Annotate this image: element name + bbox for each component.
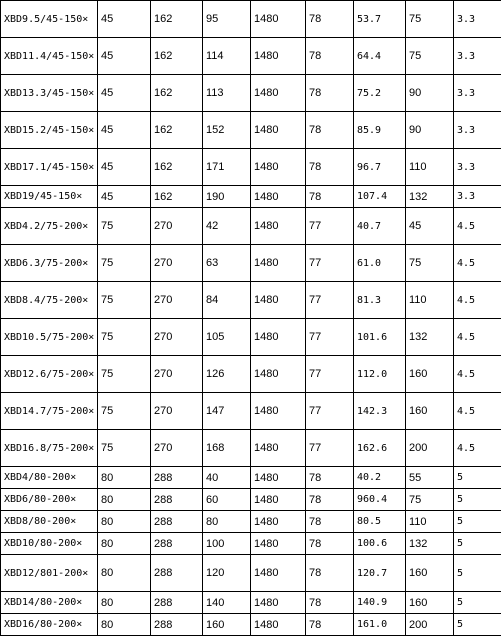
- table-row: [1, 592, 501, 614]
- col3-cell: 40: [203, 467, 251, 489]
- col1-cell: 80: [98, 467, 151, 489]
- col5-cell: 78: [306, 592, 354, 614]
- model-cell: XBD8/80-200×: [1, 511, 98, 533]
- col2-cell: 288: [151, 614, 203, 636]
- col1-cell: 45: [98, 186, 151, 208]
- col7-cell: 132: [406, 319, 454, 356]
- col4-cell: 1480: [251, 186, 306, 208]
- col4-cell: 1480: [251, 614, 306, 636]
- model-cell: XBD13.3/45-150×: [1, 75, 98, 112]
- table-row: [1, 614, 501, 636]
- col5-cell: 77: [306, 245, 354, 282]
- col3-cell: 84: [203, 282, 251, 319]
- col4-cell: 1480: [251, 467, 306, 489]
- col4-cell: 1480: [251, 38, 306, 75]
- col2-cell: 270: [151, 319, 203, 356]
- model-cell: XBD4.2/75-200×: [1, 208, 98, 245]
- col8-cell: 4.5: [454, 208, 501, 245]
- col8-cell: 5: [454, 489, 501, 511]
- col2-cell: 162: [151, 1, 203, 38]
- col1-cell: 75: [98, 282, 151, 319]
- col1-cell: 80: [98, 489, 151, 511]
- col7-cell: 75: [406, 489, 454, 511]
- col2-cell: 270: [151, 245, 203, 282]
- col4-cell: 1480: [251, 430, 306, 467]
- col2-cell: 162: [151, 75, 203, 112]
- col1-cell: 80: [98, 592, 151, 614]
- col8-cell: 4.5: [454, 282, 501, 319]
- col1-cell: 45: [98, 112, 151, 149]
- col4-cell: 1480: [251, 356, 306, 393]
- col3-cell: 42: [203, 208, 251, 245]
- col5-cell: 77: [306, 282, 354, 319]
- col2-cell: 162: [151, 186, 203, 208]
- col4-cell: 1480: [251, 511, 306, 533]
- col7-cell: 110: [406, 149, 454, 186]
- table-row: [1, 38, 501, 75]
- col4-cell: 1480: [251, 592, 306, 614]
- col8-cell: 3.3: [454, 149, 501, 186]
- table-row: [1, 555, 501, 592]
- col5-cell: 78: [306, 112, 354, 149]
- col3-cell: 114: [203, 38, 251, 75]
- col1-cell: 75: [98, 356, 151, 393]
- col5-cell: 77: [306, 208, 354, 245]
- col3-cell: 100: [203, 533, 251, 555]
- table-row: [1, 282, 501, 319]
- table-row: [1, 75, 501, 112]
- table-row: [1, 149, 501, 186]
- col6-cell: 162.6: [354, 430, 406, 467]
- col7-cell: 110: [406, 282, 454, 319]
- col5-cell: 78: [306, 38, 354, 75]
- col4-cell: 1480: [251, 319, 306, 356]
- col2-cell: 288: [151, 467, 203, 489]
- col2-cell: 162: [151, 149, 203, 186]
- col8-cell: 3.3: [454, 112, 501, 149]
- model-cell: XBD4/80-200×: [1, 467, 98, 489]
- col2-cell: 288: [151, 489, 203, 511]
- col4-cell: 1480: [251, 533, 306, 555]
- col6-cell: 142.3: [354, 393, 406, 430]
- col8-cell: 4.5: [454, 356, 501, 393]
- col6-cell: 960.4: [354, 489, 406, 511]
- table-row: [1, 511, 501, 533]
- col2-cell: 270: [151, 393, 203, 430]
- col5-cell: 78: [306, 555, 354, 592]
- col6-cell: 161.0: [354, 614, 406, 636]
- col8-cell: 5: [454, 592, 501, 614]
- col6-cell: 107.4: [354, 186, 406, 208]
- col3-cell: 120: [203, 555, 251, 592]
- table-row: [1, 245, 501, 282]
- col1-cell: 45: [98, 75, 151, 112]
- col5-cell: 77: [306, 430, 354, 467]
- col3-cell: 147: [203, 393, 251, 430]
- col8-cell: 3.3: [454, 186, 501, 208]
- col1-cell: 80: [98, 555, 151, 592]
- table-row: [1, 1, 501, 38]
- col2-cell: 288: [151, 511, 203, 533]
- col3-cell: 168: [203, 430, 251, 467]
- col3-cell: 140: [203, 592, 251, 614]
- col8-cell: 5: [454, 511, 501, 533]
- table-row: [1, 208, 501, 245]
- table-row: [1, 393, 501, 430]
- table-row: [1, 319, 501, 356]
- col5-cell: 78: [306, 533, 354, 555]
- col7-cell: 160: [406, 356, 454, 393]
- col5-cell: 77: [306, 393, 354, 430]
- col2-cell: 162: [151, 112, 203, 149]
- col4-cell: 1480: [251, 208, 306, 245]
- model-cell: XBD11.4/45-150×: [1, 38, 98, 75]
- col6-cell: 85.9: [354, 112, 406, 149]
- col6-cell: 40.2: [354, 467, 406, 489]
- model-cell: XBD8.4/75-200×: [1, 282, 98, 319]
- table-row: [1, 430, 501, 467]
- col5-cell: 78: [306, 467, 354, 489]
- col4-cell: 1480: [251, 112, 306, 149]
- col4-cell: 1480: [251, 393, 306, 430]
- col6-cell: 100.6: [354, 533, 406, 555]
- col6-cell: 64.4: [354, 38, 406, 75]
- col7-cell: 132: [406, 186, 454, 208]
- col1-cell: 45: [98, 149, 151, 186]
- col6-cell: 61.0: [354, 245, 406, 282]
- col2-cell: 270: [151, 356, 203, 393]
- col8-cell: 4.5: [454, 319, 501, 356]
- col8-cell: 3.3: [454, 38, 501, 75]
- col5-cell: 78: [306, 614, 354, 636]
- col4-cell: 1480: [251, 149, 306, 186]
- col1-cell: 45: [98, 38, 151, 75]
- col6-cell: 53.7: [354, 1, 406, 38]
- col4-cell: 1480: [251, 1, 306, 38]
- col3-cell: 160: [203, 614, 251, 636]
- model-cell: XBD6/80-200×: [1, 489, 98, 511]
- col5-cell: 78: [306, 186, 354, 208]
- table-row: [1, 533, 501, 555]
- col6-cell: 75.2: [354, 75, 406, 112]
- col3-cell: 80: [203, 511, 251, 533]
- col7-cell: 75: [406, 38, 454, 75]
- table-row: [1, 489, 501, 511]
- col3-cell: 171: [203, 149, 251, 186]
- col1-cell: 80: [98, 533, 151, 555]
- table-body: [1, 1, 501, 636]
- col8-cell: 3.3: [454, 1, 501, 38]
- col4-cell: 1480: [251, 555, 306, 592]
- col4-cell: 1480: [251, 75, 306, 112]
- model-cell: XBD15.2/45-150×: [1, 112, 98, 149]
- model-cell: XBD9.5/45-150×: [1, 1, 98, 38]
- col2-cell: 288: [151, 555, 203, 592]
- col2-cell: 288: [151, 533, 203, 555]
- col8-cell: 5: [454, 467, 501, 489]
- model-cell: XBD17.1/45-150×: [1, 149, 98, 186]
- col1-cell: 75: [98, 393, 151, 430]
- col6-cell: 96.7: [354, 149, 406, 186]
- table-row: [1, 356, 501, 393]
- col5-cell: 78: [306, 1, 354, 38]
- col7-cell: 75: [406, 245, 454, 282]
- col6-cell: 80.5: [354, 511, 406, 533]
- col4-cell: 1480: [251, 489, 306, 511]
- col5-cell: 78: [306, 149, 354, 186]
- col3-cell: 105: [203, 319, 251, 356]
- col6-cell: 120.7: [354, 555, 406, 592]
- col3-cell: 113: [203, 75, 251, 112]
- col1-cell: 45: [98, 1, 151, 38]
- model-cell: XBD10/80-200×: [1, 533, 98, 555]
- col8-cell: 4.5: [454, 245, 501, 282]
- model-cell: XBD19/45-150×: [1, 186, 98, 208]
- col6-cell: 112.0: [354, 356, 406, 393]
- col3-cell: 95: [203, 1, 251, 38]
- model-cell: XBD12/801-200×: [1, 555, 98, 592]
- col1-cell: 75: [98, 208, 151, 245]
- col7-cell: 132: [406, 533, 454, 555]
- col7-cell: 75: [406, 1, 454, 38]
- col7-cell: 200: [406, 430, 454, 467]
- col1-cell: 75: [98, 319, 151, 356]
- model-cell: XBD14/80-200×: [1, 592, 98, 614]
- col7-cell: 90: [406, 112, 454, 149]
- col2-cell: 270: [151, 282, 203, 319]
- col5-cell: 78: [306, 489, 354, 511]
- model-cell: XBD12.6/75-200×: [1, 356, 98, 393]
- col3-cell: 60: [203, 489, 251, 511]
- col2-cell: 162: [151, 38, 203, 75]
- col7-cell: 160: [406, 555, 454, 592]
- table-row: [1, 186, 501, 208]
- col6-cell: 140.9: [354, 592, 406, 614]
- col1-cell: 80: [98, 614, 151, 636]
- col6-cell: 101.6: [354, 319, 406, 356]
- col7-cell: 200: [406, 614, 454, 636]
- col2-cell: 270: [151, 208, 203, 245]
- col7-cell: 55: [406, 467, 454, 489]
- col3-cell: 190: [203, 186, 251, 208]
- col3-cell: 152: [203, 112, 251, 149]
- col5-cell: 78: [306, 75, 354, 112]
- col6-cell: 81.3: [354, 282, 406, 319]
- col1-cell: 80: [98, 511, 151, 533]
- col8-cell: 5: [454, 555, 501, 592]
- col7-cell: 160: [406, 393, 454, 430]
- col5-cell: 78: [306, 511, 354, 533]
- col8-cell: 3.3: [454, 75, 501, 112]
- col8-cell: 5: [454, 533, 501, 555]
- col2-cell: 288: [151, 592, 203, 614]
- col3-cell: 126: [203, 356, 251, 393]
- table-row: [1, 467, 501, 489]
- col2-cell: 270: [151, 430, 203, 467]
- col5-cell: 77: [306, 356, 354, 393]
- model-cell: XBD10.5/75-200×: [1, 319, 98, 356]
- col7-cell: 160: [406, 592, 454, 614]
- col1-cell: 75: [98, 245, 151, 282]
- col8-cell: 4.5: [454, 430, 501, 467]
- model-cell: XBD16.8/75-200×: [1, 430, 98, 467]
- col4-cell: 1480: [251, 245, 306, 282]
- col3-cell: 63: [203, 245, 251, 282]
- col7-cell: 45: [406, 208, 454, 245]
- table-row: [1, 112, 501, 149]
- col6-cell: 40.7: [354, 208, 406, 245]
- col7-cell: 110: [406, 511, 454, 533]
- model-cell: XBD16/80-200×: [1, 614, 98, 636]
- col4-cell: 1480: [251, 282, 306, 319]
- col1-cell: 75: [98, 430, 151, 467]
- col8-cell: 4.5: [454, 393, 501, 430]
- model-cell: XBD14.7/75-200×: [1, 393, 98, 430]
- col5-cell: 77: [306, 319, 354, 356]
- model-cell: XBD6.3/75-200×: [1, 245, 98, 282]
- col7-cell: 90: [406, 75, 454, 112]
- col8-cell: 5: [454, 614, 501, 636]
